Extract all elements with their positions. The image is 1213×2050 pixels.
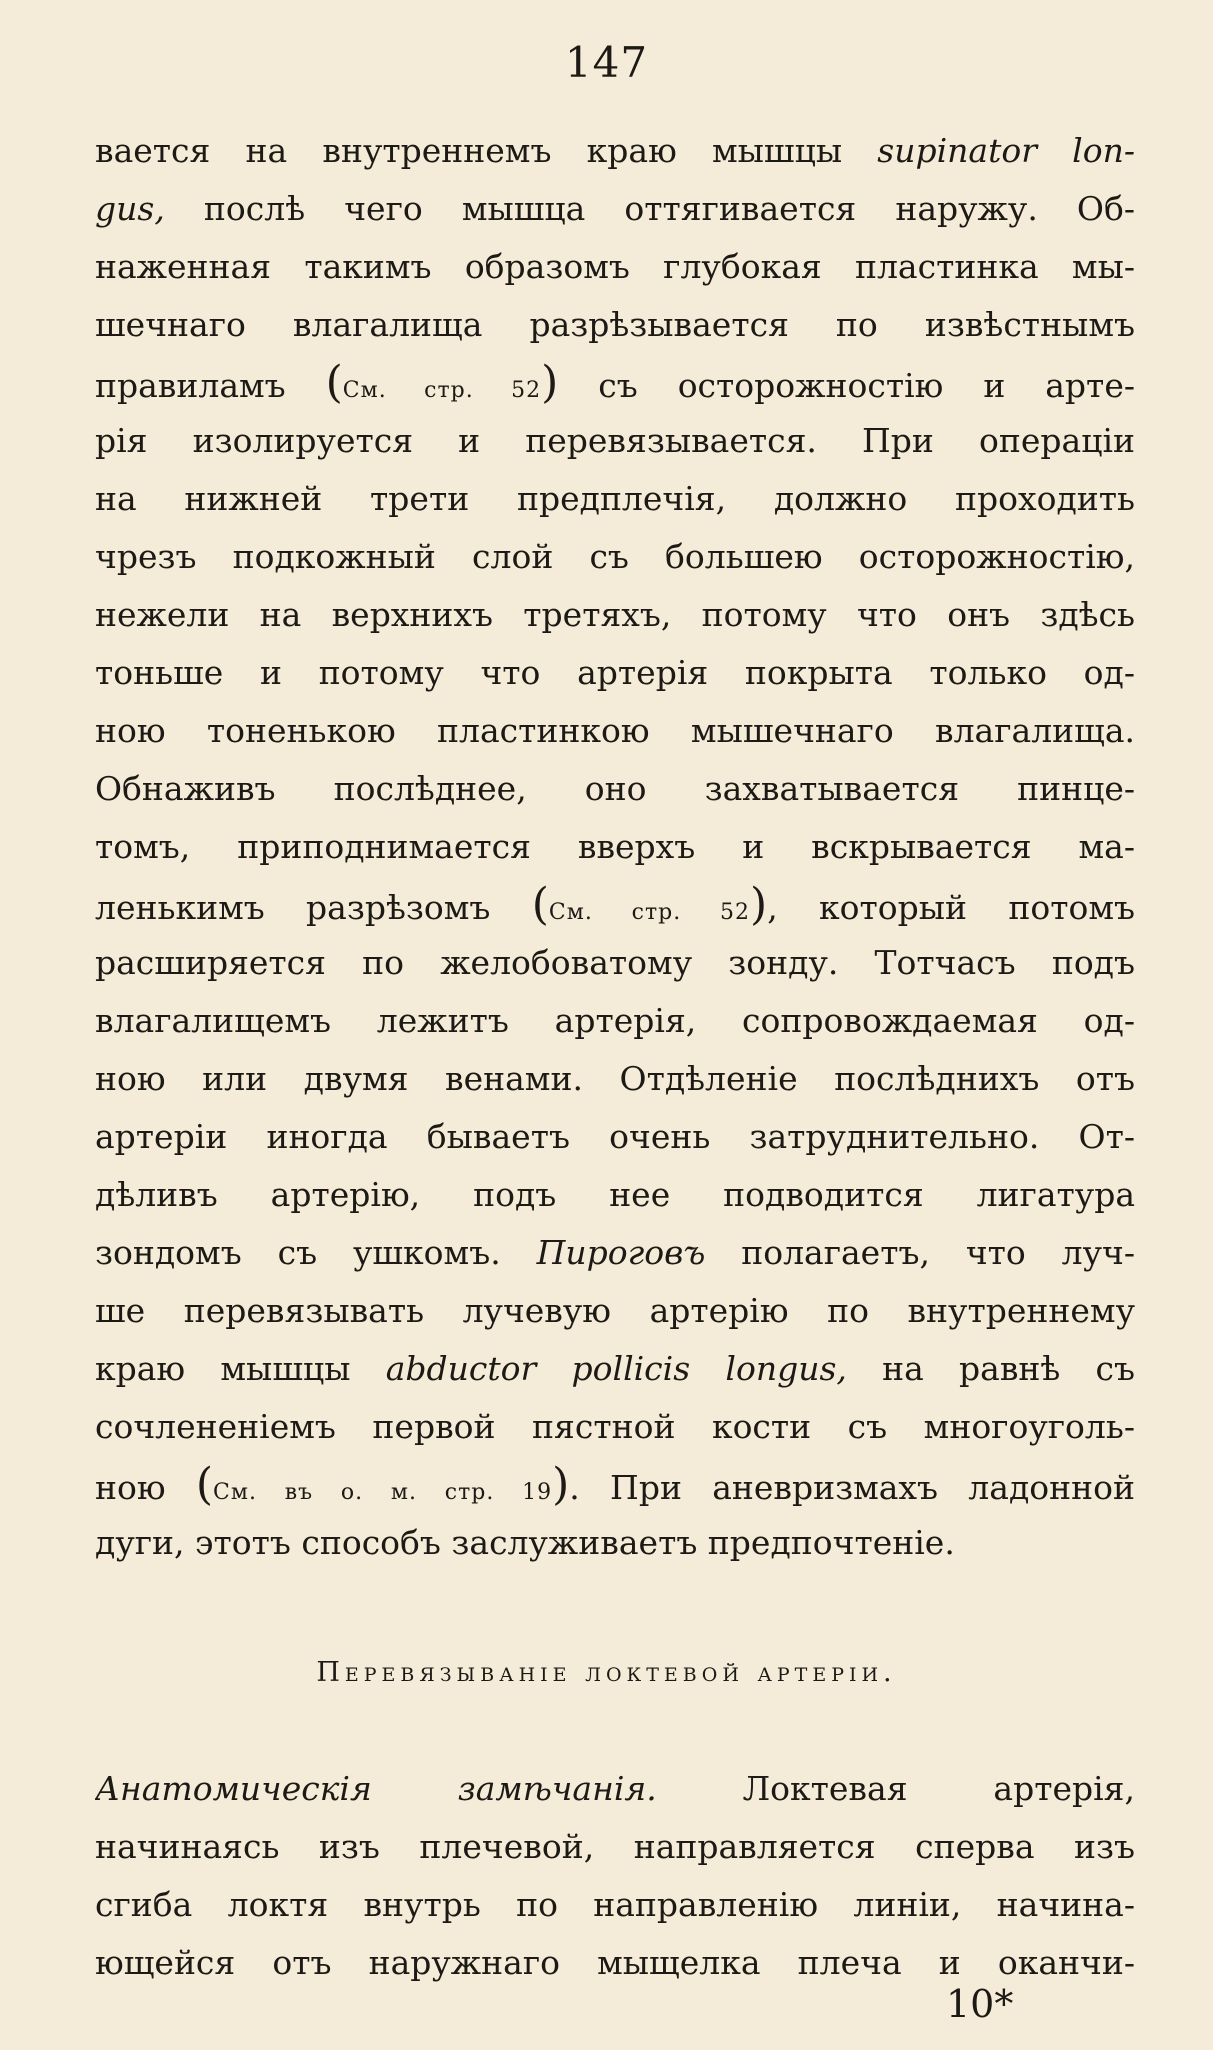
text-run: полагаетъ, что луч- <box>705 1233 1135 1272</box>
text-run: тоньше и потому что артерія покрыта только од- <box>95 653 1135 692</box>
bracket: ) <box>541 357 559 408</box>
text-run: на равнѣ съ <box>846 1349 1135 1388</box>
text-run: ною или двумя венами. Отдѣленіе послѣднихъ отъ <box>95 1059 1135 1098</box>
text-line <box>95 1760 1135 1818</box>
text-run: Обнаживъ послѣднее, оно захватывается пинце- <box>95 769 1135 808</box>
text-run: ною <box>95 1468 196 1507</box>
text-line <box>95 238 1135 296</box>
text-run: сгиба локтя внутрь по направленію линіи, начина- <box>95 1885 1135 1924</box>
text-run: рія изолируется и перевязывается. При операціи <box>95 421 1135 460</box>
text-run: Локтевая артерія, <box>656 1769 1135 1808</box>
page-reference: См. въ о. м. стр. 19 <box>213 1480 553 1505</box>
bracket: ( <box>325 357 343 408</box>
text-line <box>95 180 1135 238</box>
text-run: дуги, этотъ способъ заслуживаетъ предпочтеніе. <box>95 1523 955 1562</box>
text-line <box>95 296 1135 354</box>
text-run: съ осторожностію и арте- <box>558 366 1135 405</box>
paragraph-2 <box>95 1760 1135 1992</box>
text-line <box>95 354 1135 412</box>
text-line <box>95 1050 1135 1108</box>
section-heading: Перевязываніе локтевой артеріи. <box>316 1657 897 1688</box>
bracket: ( <box>531 879 549 930</box>
text-run: начинаясь изъ плечевой, направляется сперва изъ <box>95 1827 1135 1866</box>
text-run: ною тоненькою пластинкою мышечнаго влагалища. <box>95 711 1135 750</box>
text-run: томъ, приподнимается вверхъ и вскрывается ма- <box>95 827 1135 866</box>
text-run: послѣ чего мышца оттягивается наружу. Об- <box>164 189 1135 228</box>
text-line <box>95 470 1135 528</box>
text-run: ше перевязывать лучевую артерію по внутреннему <box>95 1291 1135 1330</box>
page-reference: См. стр. 52 <box>548 900 751 925</box>
bracket: ( <box>195 1459 214 1510</box>
text-line <box>95 760 1135 818</box>
text-run: ющейся отъ наружнаго мыщелка плеча и оканчи- <box>95 1943 1135 1982</box>
text-line <box>95 1818 1135 1876</box>
paragraph-1 <box>95 122 1135 1572</box>
text-run: наженная такимъ образомъ глубокая пластинка мы- <box>95 247 1135 286</box>
text-line <box>95 1166 1135 1224</box>
text-run: . При аневризмахъ ладонной <box>569 1468 1135 1507</box>
text-run: на нижней трети предплечія, должно проходить <box>95 479 1135 518</box>
page-reference: См. стр. 52 <box>342 378 542 403</box>
text-line <box>95 1514 1135 1572</box>
text-line <box>95 818 1135 876</box>
text-run: ленькимъ разрѣзомъ <box>95 888 532 927</box>
text-line <box>95 1340 1135 1398</box>
text-run: , который потомъ <box>767 888 1135 927</box>
text-run: зондомъ съ ушкомъ. <box>95 1233 537 1272</box>
text-run: артеріи иногда бываетъ очень затруднительно. От- <box>95 1117 1135 1156</box>
text-run: нежели на верхнихъ третяхъ, потому что онъ здѣсь <box>95 595 1135 634</box>
text-run: вается на внутреннемъ краю мышцы <box>95 131 878 170</box>
text-line <box>95 934 1135 992</box>
text-line <box>95 702 1135 760</box>
text-run: чрезъ подкожный слой съ большею осторожностію, <box>95 537 1135 576</box>
text-line <box>95 876 1135 934</box>
signature-mark: 10* <box>946 1982 1014 2026</box>
italic-term: supinator lon- <box>877 131 1135 170</box>
text-run: шечнаго влагалища разрѣзывается по извѣстнымъ <box>95 305 1135 344</box>
text-run: расширяется по желобоватому зонду. Тотчасъ подъ <box>95 943 1135 982</box>
italic-term: abductor pollicis longus, <box>385 1349 847 1388</box>
bracket: ) <box>750 879 768 930</box>
bracket: ) <box>552 1459 570 1510</box>
italic-term: Анатомическія замѣчанія. <box>95 1769 657 1808</box>
text-line <box>95 1876 1135 1934</box>
text-run: краю мышцы <box>95 1349 386 1388</box>
text-line <box>95 1456 1135 1514</box>
text-line <box>95 992 1135 1050</box>
text-line <box>95 528 1135 586</box>
text-line <box>95 1282 1135 1340</box>
text-line <box>95 1108 1135 1166</box>
text-run: дѣливъ артерію, подъ нее подводится лигатура <box>95 1175 1135 1214</box>
italic-term: gus, <box>95 189 165 228</box>
text-line <box>95 412 1135 470</box>
italic-term: Пироговъ <box>536 1233 706 1272</box>
text-line <box>95 1224 1135 1282</box>
text-run: сочлененіемъ первой пястной кости съ многоуголь- <box>95 1407 1135 1446</box>
text-line <box>95 644 1135 702</box>
text-run: правиламъ <box>95 366 326 405</box>
text-line <box>95 586 1135 644</box>
page-number: 147 <box>564 38 649 87</box>
text-line <box>95 1398 1135 1456</box>
text-run: влагалищемъ лежитъ артерія, сопровождаемая од- <box>95 1001 1135 1040</box>
text-line <box>95 122 1135 180</box>
